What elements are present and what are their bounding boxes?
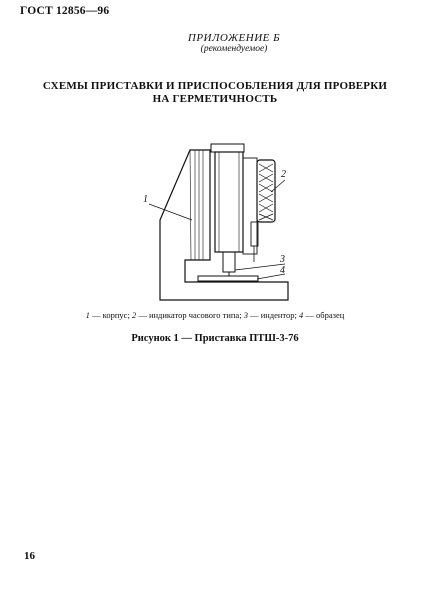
legend-num-3: 3 <box>243 310 248 320</box>
legend-text-1: — корпус; <box>89 310 132 320</box>
body-outline <box>160 150 288 300</box>
body-hatch <box>190 150 203 260</box>
indicator-housing <box>243 158 257 254</box>
section-title <box>20 80 410 106</box>
section-title-line-2: НА ГЕРМЕТИЧНОСТЬ <box>152 93 278 105</box>
leader-line-3 <box>235 264 285 270</box>
callout-1: 1 <box>143 194 148 205</box>
device-drawing <box>135 140 295 310</box>
figure-caption: Рисунок 1 — Приставка ПТШ-3-76 <box>131 333 299 344</box>
legend-num-1: 1 <box>85 310 90 320</box>
standard-header: ГОСТ 12856—96 <box>20 5 110 17</box>
callout-3: 3 <box>280 254 285 265</box>
appendix-title: ПРИЛОЖЕНИЕ Б <box>187 32 281 44</box>
legend-num-2: 2 <box>131 310 137 320</box>
page-number: 16 <box>24 550 35 562</box>
callout-4: 4 <box>280 265 285 276</box>
figure-legend <box>20 310 410 320</box>
top-cap <box>211 144 244 152</box>
leader-line-1 <box>149 204 192 220</box>
knurl-pattern <box>259 164 273 220</box>
section-title-line-1: СХЕМЫ ПРИСТАВКИ И ПРИСПОСОБЛЕНИЯ ДЛЯ ПРОВЕРКИ <box>42 80 388 92</box>
sample-plate <box>198 276 258 281</box>
legend-text-2: — индикатор часового типа; <box>136 310 244 320</box>
indenter <box>223 252 235 272</box>
legend-text-3: — индентор; <box>247 310 300 320</box>
appendix-subtitle: (рекомендуемое) <box>200 44 268 54</box>
legend-num-4: 4 <box>299 310 304 320</box>
callout-2: 2 <box>281 169 286 180</box>
legend-text-4: — образец <box>303 310 345 320</box>
